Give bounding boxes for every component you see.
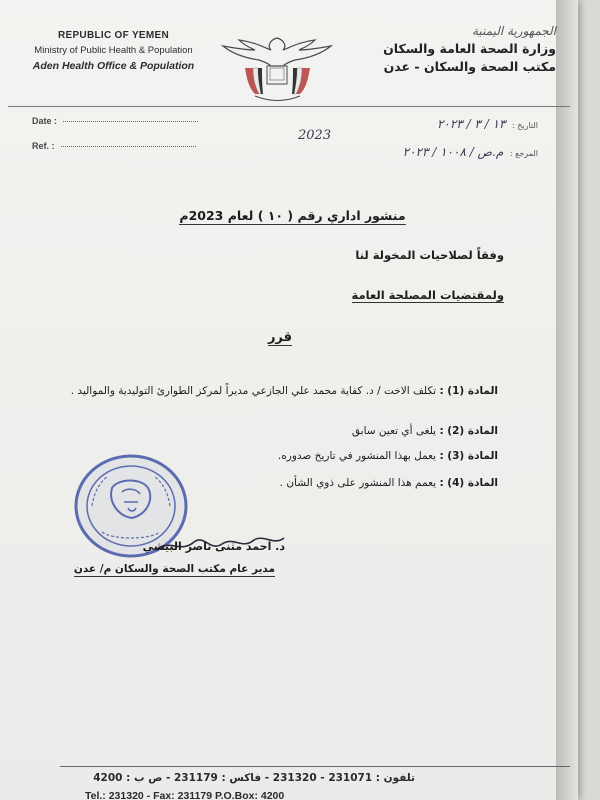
signatory-title: مدير عام مكتب الصحة والسكان م/ عدن [73, 563, 275, 575]
article-2-text: يلغى أي تعين سابق [351, 425, 437, 437]
ref-value-handwritten: م.ص / ١٠٠٨ / ٢٠٢٣ [402, 145, 504, 159]
footer-contact-ar: تلفون : 231071 - 231320 - فاكس : 231179 - ص ب : 4200 [93, 772, 415, 784]
page-edge-shadow [556, 0, 578, 800]
ref-label-en: Ref. : [32, 141, 55, 151]
ref-dotted-line [61, 146, 196, 147]
article-4-label: المادة (4) : [439, 477, 498, 489]
ref-label-ar: المرجع : [509, 149, 538, 158]
date-dotted-line [63, 121, 198, 122]
date-value-handwritten: ١٣ / ٣ / ٢٠٢٣ [436, 117, 506, 131]
article-1-label: المادة (1) : [439, 385, 498, 397]
article-2 [58, 425, 498, 437]
en-country: REPUBLIC OF YEMEN [57, 30, 170, 41]
ar-office: مكتب الصحة والسكان - عدن [383, 59, 556, 74]
arabic-letterhead [356, 24, 556, 74]
national-emblem-icon [215, 32, 340, 102]
date-field-ar [437, 117, 538, 131]
article-2-label: المادة (2) : [439, 425, 498, 437]
year-handwritten: 2023 [298, 128, 332, 143]
en-office: Aden Health Office & Population [32, 60, 195, 72]
ar-country: الجمهورية اليمنية [471, 24, 556, 38]
ref-field-en [32, 141, 196, 151]
decision-heading: قرر [267, 330, 293, 345]
en-ministry: Ministry of Public Health & Population [34, 45, 193, 56]
header-divider [8, 106, 570, 107]
footer-divider [60, 766, 570, 767]
article-1-text: تكلف الاخت / د. كفاية محمد علي الجازعي مديراً لمركز الطوارئ التوليدية والمواليد . [70, 385, 437, 397]
article-3-text: يعمل بهذا المنشور في تاريخ صدوره. [277, 450, 437, 462]
ar-ministry: وزارة الصحة العامة والسكان [383, 41, 556, 56]
date-label-ar: التاريخ : [511, 121, 538, 130]
article-1 [58, 381, 498, 402]
whereas-public-interest: ولمقتضيات المصلحة العامة [351, 288, 504, 302]
date-field-en [32, 116, 198, 126]
signatory-name: د. احمد مثنى ناصر البيشي [142, 540, 285, 553]
date-label-en: Date : [32, 116, 58, 126]
whereas-authority: وفقاً لصلاحيات المخولة لنا [355, 248, 504, 262]
footer-contact-en: Tel.: 231320 - Fax: 231179 P.O.Box: 4200 [85, 790, 285, 800]
circular-title: منشور اداري رقم ( ١٠ ) لعام 2023م [179, 208, 406, 223]
article-4-text: يعمم هذا المنشور على ذوي الشأن . [279, 477, 437, 489]
article-3-label: المادة (3) : [439, 450, 498, 462]
english-letterhead [26, 30, 201, 72]
ref-field-ar [403, 145, 538, 159]
